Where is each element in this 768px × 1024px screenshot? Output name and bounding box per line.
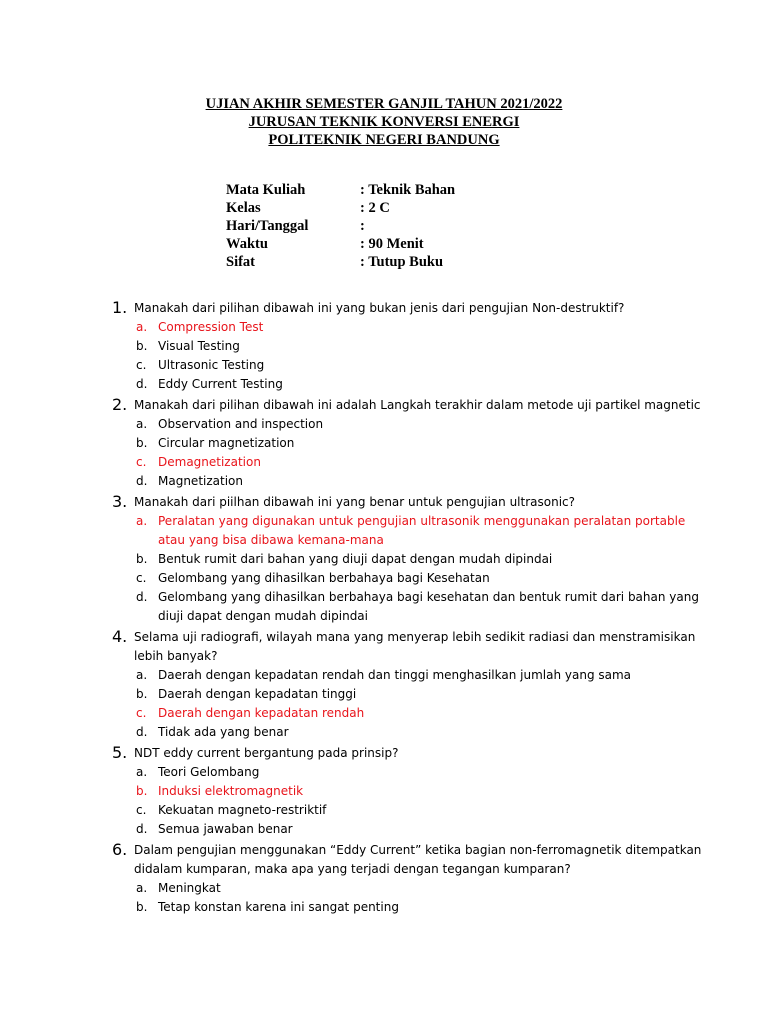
option-text: Circular magnetization (158, 436, 295, 450)
question-text: Dalam pengujian menggunakan “Eddy Current” ketika bagian non-ferromagnetik ditempatkan didalam kumparan, maka apa yang terjadi dengan tegangan kumparan? (134, 843, 702, 876)
option-letter: d. (136, 822, 148, 836)
exam-info-value: : (360, 218, 365, 234)
answer-option (136, 820, 712, 839)
option-text: Induksi elektromagnetik (158, 784, 304, 798)
header-line-3: POLITEKNIK NEGERI BANDUNG (268, 132, 500, 148)
answer-option (136, 375, 712, 394)
option-text: Tidak ada yang benar (158, 725, 289, 739)
option-text: Teori Gelombang (158, 765, 260, 779)
question-stem (112, 491, 712, 512)
answer-option-correct (136, 704, 712, 723)
answer-options (136, 763, 712, 839)
exam-info-label: Sifat (226, 254, 255, 270)
exam-info-value: : 90 Menit (360, 236, 424, 252)
option-letter: b. (136, 687, 148, 701)
header-line-1: UJIAN AKHIR SEMESTER GANJIL TAHUN 2021/2022 (205, 96, 563, 112)
option-letter: b. (136, 784, 148, 798)
option-text: Tetap konstan karena ini sangat penting (158, 900, 399, 914)
answer-option (136, 434, 712, 453)
option-letter: c. (136, 358, 147, 372)
option-letter: a. (136, 765, 148, 779)
option-letter: b. (136, 339, 148, 353)
answer-option-correct (136, 512, 712, 550)
option-letter: d. (136, 725, 148, 739)
answer-option (136, 588, 712, 626)
option-text: Demagnetization (158, 455, 261, 469)
answer-option (136, 723, 712, 742)
option-text: Kekuatan magneto-restriktif (158, 803, 327, 817)
option-text: Bentuk rumit dari bahan yang diuji dapat dengan mudah dipindai (158, 552, 553, 566)
question-number: 4. (112, 627, 128, 646)
answer-option (136, 898, 712, 917)
question-number: 1. (112, 298, 128, 317)
option-text: Visual Testing (158, 339, 240, 353)
question-item (112, 839, 712, 917)
question-stem (112, 394, 712, 415)
option-text: Gelombang yang dihasilkan berbahaya bagi Kesehatan (158, 571, 490, 585)
question-text: Selama uji radiografi, wilayah mana yang menyerap lebih sedikit radiasi dan menstramisikan lebih banyak? (134, 630, 696, 663)
option-text: Eddy Current Testing (158, 377, 283, 391)
exam-info-value: : Teknik Bahan (360, 182, 456, 198)
exam-info-label: Kelas (226, 200, 261, 216)
question-stem (112, 839, 712, 879)
answer-option (136, 356, 712, 375)
question-number: 5. (112, 743, 128, 762)
exam-info-value: : Tutup Buku (360, 254, 444, 270)
option-text: Daerah dengan kepadatan tinggi (158, 687, 357, 701)
exam-info-row (226, 181, 455, 199)
question-item (112, 394, 712, 491)
option-letter: a. (136, 417, 148, 431)
question-list (112, 297, 712, 917)
question-number: 6. (112, 840, 128, 859)
option-letter: b. (136, 436, 148, 450)
exam-info-label: Hari/Tanggal (226, 218, 309, 234)
option-letter: b. (136, 552, 148, 566)
question-stem (112, 626, 712, 666)
option-letter: d. (136, 377, 148, 391)
option-letter: a. (136, 881, 148, 895)
answer-option-correct (136, 782, 712, 801)
option-text: Daerah dengan kepadatan rendah dan tinggi menghasilkan jumlah yang sama (158, 668, 632, 682)
question-stem (112, 742, 712, 763)
exam-info-label: Waktu (226, 236, 268, 252)
answer-option-correct (136, 453, 712, 472)
option-letter: a. (136, 668, 148, 682)
option-letter: a. (136, 320, 148, 334)
question-text: Manakah dari pilihan dibawah ini yang bukan jenis dari pengujian Non-destruktif? (134, 301, 625, 315)
exam-header (0, 95, 768, 149)
question-item (112, 297, 712, 394)
answer-option (136, 415, 712, 434)
exam-info-row (226, 217, 455, 235)
header-line-2: JURUSAN TEKNIK KONVERSI ENERGI (248, 114, 520, 130)
option-text: Daerah dengan kepadatan rendah (158, 706, 365, 720)
option-letter: c. (136, 706, 147, 720)
answer-options (136, 512, 712, 626)
answer-option (136, 472, 712, 491)
option-letter: c. (136, 803, 147, 817)
question-item (112, 742, 712, 839)
exam-info-row (226, 199, 455, 217)
answer-options (136, 879, 712, 917)
answer-option (136, 801, 712, 820)
option-letter: d. (136, 590, 148, 604)
option-text: Compression Test (158, 320, 264, 334)
question-text: NDT eddy current bergantung pada prinsip? (134, 746, 399, 760)
option-letter: c. (136, 455, 147, 469)
option-text: Gelombang yang dihasilkan berbahaya bagi kesehatan dan bentuk rumit dari bahan yang diuji dapat dengan mudah dipindai (158, 590, 699, 623)
option-text: Semua jawaban benar (158, 822, 293, 836)
answer-option (136, 569, 712, 588)
option-text: Ultrasonic Testing (158, 358, 265, 372)
answer-option (136, 666, 712, 685)
question-text: Manakah dari pilihan dibawah ini adalah Langkah terakhir dalam metode uji partikel magnetic (134, 398, 701, 412)
answer-options (136, 318, 712, 394)
answer-option (136, 337, 712, 356)
option-text: Observation and inspection (158, 417, 324, 431)
exam-info-value: : 2 C (360, 200, 390, 216)
option-text: Peralatan yang digunakan untuk pengujian ultrasonik menggunakan peralatan portable atau yang bisa dibawa kemana-mana (158, 514, 686, 547)
exam-info-row (226, 253, 455, 271)
exam-info-label: Mata Kuliah (226, 182, 306, 198)
question-number: 2. (112, 395, 128, 414)
answer-option-correct (136, 318, 712, 337)
exam-info-row (226, 235, 455, 253)
answer-options (136, 415, 712, 491)
option-letter: a. (136, 514, 148, 528)
exam-info (226, 181, 455, 271)
answer-option (136, 763, 712, 782)
answer-options (136, 666, 712, 742)
question-item (112, 626, 712, 742)
answer-option (136, 685, 712, 704)
option-letter: c. (136, 571, 147, 585)
option-text: Meningkat (158, 881, 221, 895)
question-item (112, 491, 712, 626)
option-letter: b. (136, 900, 148, 914)
answer-option (136, 879, 712, 898)
answer-option (136, 550, 712, 569)
option-text: Magnetization (158, 474, 243, 488)
option-letter: d. (136, 474, 148, 488)
question-number: 3. (112, 492, 128, 511)
question-stem (112, 297, 712, 318)
question-text: Manakah dari piilhan dibawah ini yang benar untuk pengujian ultrasonic? (134, 495, 576, 509)
